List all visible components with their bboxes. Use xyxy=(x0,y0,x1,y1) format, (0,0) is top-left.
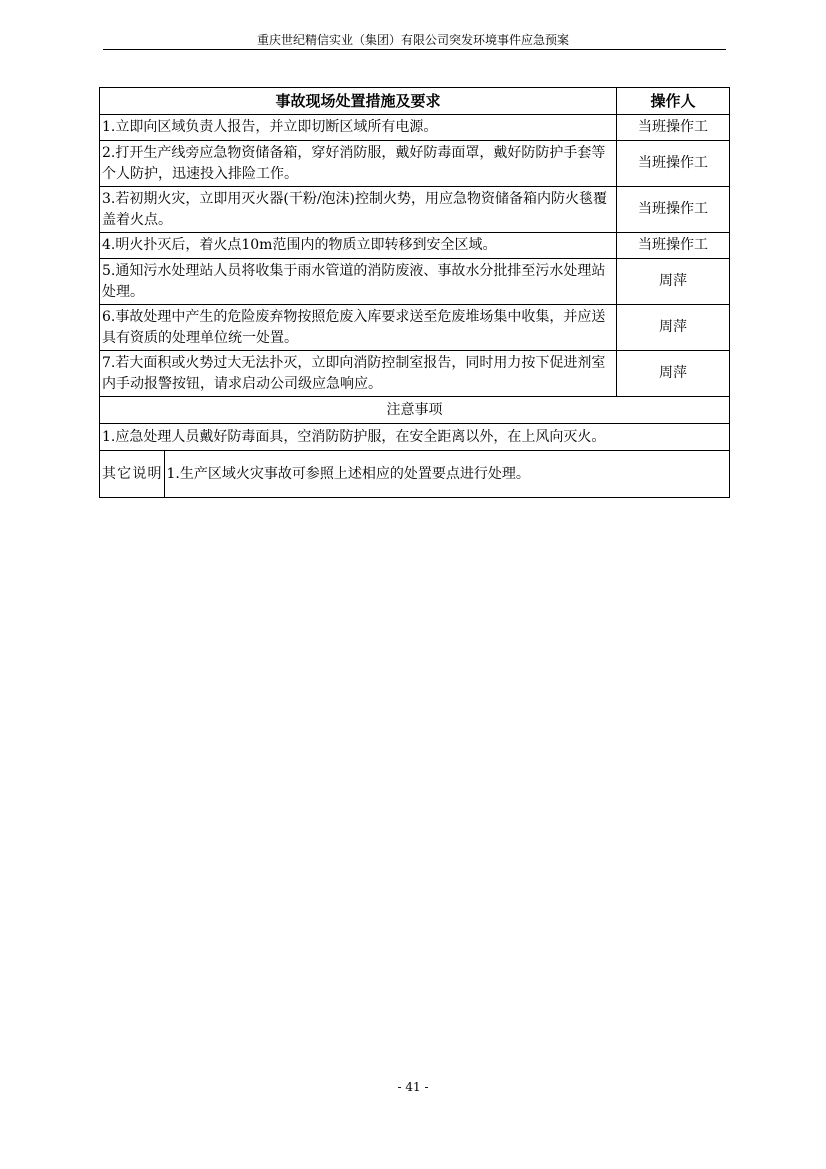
page-header-title: 重庆世纪精信实业（集团）有限公司突发环境事件应急预案 xyxy=(256,33,569,47)
other-remarks-inner-row xyxy=(100,451,729,497)
other-remarks-row xyxy=(100,451,730,498)
other-remarks-wrapper xyxy=(100,451,730,498)
operator-cell: 周萍 xyxy=(617,259,730,305)
operator-cell: 当班操作工 xyxy=(617,233,730,259)
header-divider xyxy=(103,49,726,50)
notes-title-row xyxy=(100,397,730,424)
measure-cell: 5.通知污水处理站人员将收集于雨水管道的消防废液、事故水分批排至污水处理站处理。 xyxy=(100,259,617,305)
table-row xyxy=(100,351,730,397)
measure-cell: 2.打开生产线旁应急物资储备箱，穿好消防服，戴好防毒面罩，戴好防防护手套等个人防护，迅速投入排险工作。 xyxy=(100,141,617,187)
operator-cell: 当班操作工 xyxy=(617,187,730,233)
table-row xyxy=(100,259,730,305)
table-row xyxy=(100,141,730,187)
other-remarks-label: 其它说明 xyxy=(100,451,164,497)
measure-cell: 1.立即向区域负责人报告，并立即切断区域所有电源。 xyxy=(100,115,617,141)
page-number: - 41 - xyxy=(397,1080,429,1094)
measure-cell: 3.若初期火灾，立即用灭火器(干粉/泡沫)控制火势，用应急物资储备箱内防火毯覆盖着火点。 xyxy=(100,187,617,233)
column-header-operator: 操作人 xyxy=(617,88,730,115)
note-cell: 1.应急处理人员戴好防毒面具，空消防防护服，在安全距离以外，在上风向灭火。 xyxy=(100,424,730,451)
notes-row xyxy=(100,424,730,451)
other-remarks-inner xyxy=(100,451,729,497)
notes-title: 注意事项 xyxy=(100,397,730,424)
table-header-row xyxy=(100,88,730,115)
measure-cell: 4.明火扑灭后，着火点10m范围内的物质立即转移到安全区域。 xyxy=(100,233,617,259)
measure-cell: 7.若大面积或火势过大无法扑灭，立即向消防控制室报告，同时用力按下促进剂室内手动报警按钮，请求启动公司级应急响应。 xyxy=(100,351,617,397)
table-row xyxy=(100,115,730,141)
operator-cell: 周萍 xyxy=(617,351,730,397)
operator-cell: 当班操作工 xyxy=(617,141,730,187)
operator-cell: 当班操作工 xyxy=(617,115,730,141)
table-row xyxy=(100,233,730,259)
table-row xyxy=(100,187,730,233)
operator-cell: 周萍 xyxy=(617,305,730,351)
column-header-measures: 事故现场处置措施及要求 xyxy=(100,88,617,115)
measure-cell: 6.事故处理中产生的危险废弃物按照危废入库要求送至危废堆场集中收集，并应送具有资质的处理单位统一处置。 xyxy=(100,305,617,351)
table-row xyxy=(100,305,730,351)
emergency-measures-table xyxy=(99,87,730,498)
other-remarks-content: 1.生产区域火灾事故可参照上述相应的处置要点进行处理。 xyxy=(166,465,530,482)
